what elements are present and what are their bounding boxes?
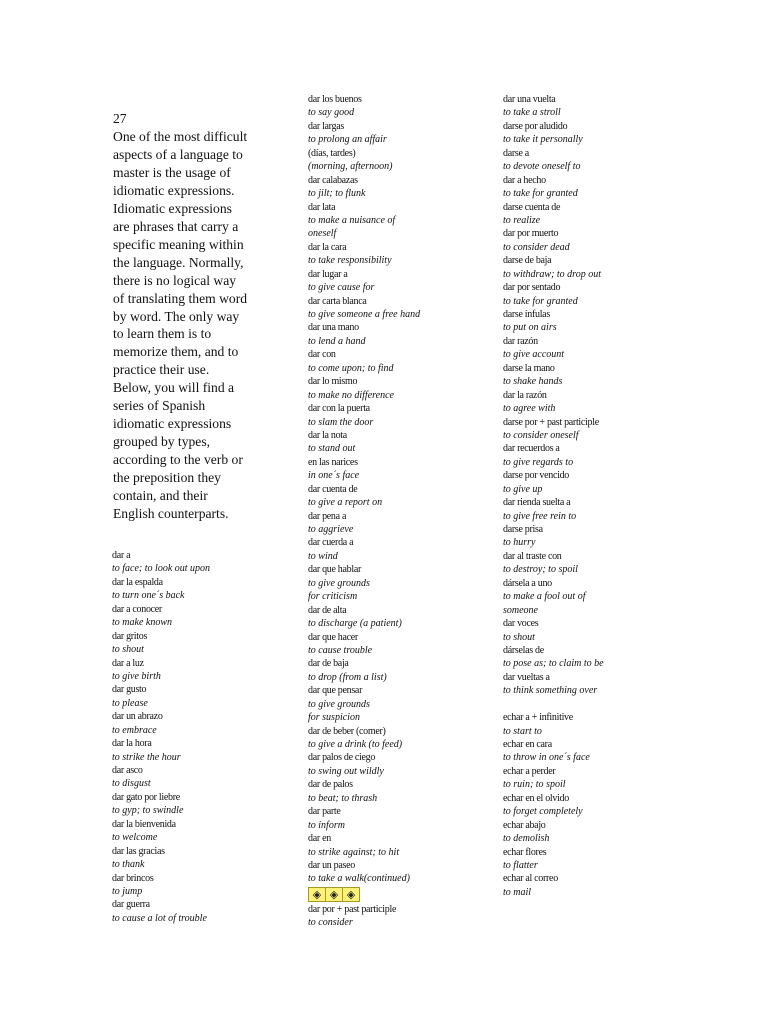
english-meaning: to put on airs — [503, 322, 557, 334]
spanish-expression: dar carta blanca — [308, 295, 367, 307]
intro-line: master is the usage of — [113, 164, 231, 180]
idiom-column-2 — [308, 93, 488, 930]
spanish-expression: dar por sentado — [503, 282, 561, 294]
intro-line: aspects of a language to — [113, 146, 243, 162]
english-meaning: to thank — [112, 859, 145, 871]
intro-line: there is no logical way — [113, 272, 237, 288]
spanish-expression: dar parte — [308, 806, 341, 818]
spanish-expression: darse a — [503, 147, 529, 159]
english-meaning: to swing out wildly — [308, 765, 384, 777]
english-meaning: to realize — [503, 214, 541, 226]
spanish-expression: dar rienda suelta a — [503, 497, 571, 509]
spanish-expression: echar en cara — [503, 739, 552, 750]
spanish-expression: echar a + infinitive — [503, 712, 573, 724]
spanish-expression: dar la bienvenida — [112, 818, 176, 830]
spanish-expression: darse cuenta de — [503, 201, 561, 213]
intro-line: according to the verb or — [113, 452, 243, 468]
spanish-expression: dar brincos — [112, 872, 154, 884]
spanish-expression: darse ínfulas — [503, 309, 550, 320]
english-meaning: to withdraw; to drop out — [503, 268, 601, 280]
english-meaning: in one´s face — [308, 470, 360, 482]
spanish-expression: echar a perder — [503, 765, 556, 777]
spanish-expression: darse de baja — [503, 255, 552, 267]
english-meaning: someone — [503, 604, 538, 616]
spanish-expression: dar a — [112, 550, 131, 561]
spanish-expression: dar lugar a — [308, 268, 348, 280]
english-meaning: to flatter — [503, 859, 538, 871]
english-meaning: to aggrieve — [308, 524, 354, 535]
spanish-expression: dar la nota — [308, 429, 347, 441]
english-meaning: to take it personally — [503, 134, 583, 146]
spanish-expression: dar que hablar — [308, 564, 361, 576]
spanish-expression: dar que hacer — [308, 631, 358, 643]
idiom-column-1 — [112, 549, 292, 925]
diamond-icon: ◈ — [309, 888, 326, 901]
english-meaning: to cause trouble — [308, 644, 373, 656]
english-meaning: to shout — [112, 644, 144, 656]
diamond-icon: ◈ — [346, 887, 356, 901]
spanish-expression: dar en — [308, 833, 331, 845]
english-meaning: to give grounds — [308, 698, 370, 710]
intro-line: English counterparts. — [113, 506, 229, 522]
spanish-expression: dar por muerto — [503, 228, 559, 240]
intro-line: the preposition they — [113, 470, 221, 486]
english-meaning: to give regards to — [503, 456, 574, 468]
page-number: 27 — [113, 111, 127, 126]
english-meaning: to take a stroll — [503, 107, 561, 119]
intro-line: by word. The only way — [113, 308, 240, 324]
spanish-expression: dar una mano — [308, 322, 359, 334]
spanish-expression: (días, tardes) — [308, 147, 356, 159]
spanish-expression: en las narices — [308, 456, 358, 468]
intro-line: contain, and their — [113, 488, 208, 504]
spanish-expression: dar a conocer — [112, 603, 162, 615]
english-meaning: to give free rein to — [503, 510, 577, 522]
idiom-column-3 — [503, 93, 703, 899]
english-meaning: to shout — [503, 631, 535, 643]
spanish-expression: dar con — [308, 349, 336, 361]
spanish-expression: dar cuerda a — [308, 537, 354, 549]
spanish-expression: dar de alta — [308, 604, 347, 616]
spanish-expression: darse por + past participle — [503, 416, 599, 428]
spanish-expression: darse por aludido — [503, 120, 568, 132]
english-meaning: to ruin; to spoil — [503, 779, 566, 791]
spanish-expression: dar largas — [308, 120, 344, 132]
section-spacer — [503, 698, 703, 711]
spanish-expression: dar vueltas a — [503, 671, 550, 683]
intro-line: Idiomatic expressions — [113, 200, 232, 216]
spanish-expression: dar con la puerta — [308, 403, 370, 415]
intro-line: practice their use. — [113, 362, 210, 378]
intro-line: One of the most difficult — [113, 129, 248, 144]
spanish-expression: dar pena a — [308, 510, 347, 522]
english-meaning: to say good — [308, 107, 355, 119]
intro-line: idiomatic expressions. — [113, 182, 235, 198]
english-meaning: to consider oneself — [503, 429, 579, 441]
english-meaning: to devote oneself to — [503, 161, 581, 173]
english-meaning: to discharge (a patient) — [308, 618, 402, 630]
english-meaning: to demolish — [503, 833, 550, 845]
english-meaning: to consider — [308, 917, 353, 929]
spanish-expression: dar por + past participle — [308, 903, 397, 915]
english-meaning: to prolong an affair — [308, 134, 387, 146]
english-meaning: to give a report on — [308, 497, 383, 509]
english-meaning: to inform — [308, 819, 345, 831]
english-meaning: to shake hands — [503, 376, 563, 388]
spanish-expression: dar gusto — [112, 684, 147, 696]
intro-line: are phrases that carry a — [113, 218, 239, 234]
spanish-expression: dar la espalda — [112, 576, 163, 588]
english-meaning: to slam the door — [308, 416, 374, 428]
continued-marker — [308, 886, 488, 903]
english-meaning: to give someone a free hand — [308, 309, 421, 320]
english-meaning: to come upon; to find — [308, 362, 394, 374]
english-meaning: to give account — [503, 349, 565, 361]
english-meaning: to wind — [308, 550, 338, 562]
spanish-expression: dar gritos — [112, 630, 148, 642]
spanish-expression: echar abajo — [503, 819, 546, 831]
spanish-expression: echar en el olvido — [503, 792, 569, 804]
english-meaning: to mail — [503, 886, 532, 898]
english-meaning: to give grounds — [308, 577, 370, 589]
spanish-expression: echar flores — [503, 846, 547, 858]
spanish-expression: dar recuerdos a — [503, 443, 560, 455]
intro-line: of translating them word — [113, 290, 248, 306]
intro-line: the language. Normally, — [113, 254, 244, 270]
spanish-expression: dársela a uno — [503, 577, 552, 589]
english-meaning: to please — [112, 697, 148, 709]
diamond-icon: ◈ — [326, 888, 343, 901]
english-meaning: to give up — [503, 483, 543, 495]
spanish-expression: dar lo mismo — [308, 376, 358, 388]
spanish-expression: dar palos de ciego — [308, 752, 376, 764]
spanish-expression: dar los buenos — [308, 94, 362, 105]
spanish-expression: dar las gracias — [112, 845, 165, 857]
english-meaning: to give a drink (to feed) — [308, 739, 403, 750]
english-meaning: to take for granted — [503, 188, 578, 200]
intro-line: series of Spanish — [113, 398, 206, 414]
english-meaning: to gyp; to swindle — [112, 805, 184, 817]
english-meaning: to take for granted — [503, 295, 578, 307]
english-meaning: to make known — [112, 617, 172, 629]
spanish-expression: dar de baja — [308, 658, 349, 670]
spanish-expression: dar un abrazo — [112, 711, 163, 723]
diamond-icons — [308, 887, 360, 902]
spanish-expression: darse por vencido — [503, 470, 569, 482]
english-meaning: to turn one´s back — [112, 590, 185, 602]
spanish-expression: dárselas de — [503, 644, 544, 656]
spanish-expression: dar guerra — [112, 899, 150, 911]
intro-line: memorize them, and to — [113, 344, 239, 360]
english-meaning: to disgust — [112, 778, 151, 790]
spanish-expression: darse la mano — [503, 362, 555, 374]
spanish-expression: dar asco — [112, 765, 143, 776]
spanish-expression: dar razón — [503, 335, 538, 347]
english-meaning: to make no difference — [308, 389, 394, 401]
english-meaning: oneself — [308, 228, 337, 240]
spanish-expression: dar de palos — [308, 779, 353, 791]
english-meaning: to lend a hand — [308, 335, 366, 347]
english-meaning: to give birth — [112, 670, 161, 682]
spanish-expression: dar la razón — [503, 389, 547, 401]
intro-line: idiomatic expressions — [113, 416, 232, 432]
spanish-expression: dar a hecho — [503, 174, 546, 186]
english-meaning: to strike against; to hit — [308, 846, 400, 858]
english-meaning: to strike the hour — [112, 751, 181, 763]
english-meaning: to face; to look out upon — [112, 563, 211, 575]
intro-line: Below, you will find a — [113, 380, 235, 396]
english-meaning: to welcome — [112, 832, 158, 844]
english-meaning: to take responsibility — [308, 255, 392, 267]
english-meaning: to hurry — [503, 537, 536, 549]
spanish-expression: dar a luz — [112, 657, 144, 669]
english-meaning: to make a nuisance of — [308, 214, 396, 226]
english-meaning: to throw in one´s face — [503, 752, 590, 764]
intro-line: grouped by types, — [113, 434, 211, 450]
english-meaning: to drop (from a list) — [308, 671, 387, 683]
spanish-expression: dar calabazas — [308, 174, 358, 186]
spanish-expression: dar la cara — [308, 241, 347, 253]
spanish-expression: dar cuenta de — [308, 483, 358, 495]
english-meaning: to agree with — [503, 403, 556, 415]
intro-paragraph — [113, 128, 271, 523]
english-meaning: to take a walk(continued) — [308, 873, 410, 885]
spanish-expression: dar voces — [503, 618, 539, 630]
intro-line: specific meaning within — [113, 236, 244, 252]
english-meaning: to stand out — [308, 443, 356, 455]
english-meaning: (morning, afternoon) — [308, 161, 393, 173]
english-meaning: to pose as; to claim to be — [503, 658, 604, 670]
english-meaning: for criticism — [308, 591, 358, 603]
english-meaning: to destroy; to spoil — [503, 564, 578, 576]
spanish-expression: dar una vuelta — [503, 94, 556, 105]
spanish-expression: dar un paseo — [308, 859, 355, 871]
english-meaning: to forget completely — [503, 806, 583, 818]
english-meaning: for suspicion — [308, 712, 360, 724]
spanish-expression: echar al correo — [503, 873, 558, 885]
english-meaning: to embrace — [112, 724, 157, 736]
spanish-expression: darse prisa — [503, 524, 543, 535]
intro-line: to learn them is to — [113, 326, 212, 342]
english-meaning: to beat; to thrash — [308, 792, 378, 804]
english-meaning: to start to — [503, 725, 542, 737]
english-meaning: to give cause for — [308, 282, 375, 294]
spanish-expression: dar de beber (comer) — [308, 725, 386, 737]
english-meaning: to jilt; to flunk — [308, 188, 366, 200]
english-meaning: to make a fool out of — [503, 591, 586, 603]
english-meaning: to jump — [112, 885, 143, 897]
english-meaning: to consider dead — [503, 241, 570, 253]
english-meaning: to think something over — [503, 685, 598, 697]
spanish-expression: dar lata — [308, 201, 336, 213]
english-meaning: to cause a lot of trouble — [112, 912, 207, 924]
spanish-expression: dar gato por liebre — [112, 791, 180, 803]
spanish-expression: dar la hora — [112, 738, 152, 750]
spanish-expression: dar que pensar — [308, 685, 363, 697]
spanish-expression: dar al traste con — [503, 550, 562, 562]
